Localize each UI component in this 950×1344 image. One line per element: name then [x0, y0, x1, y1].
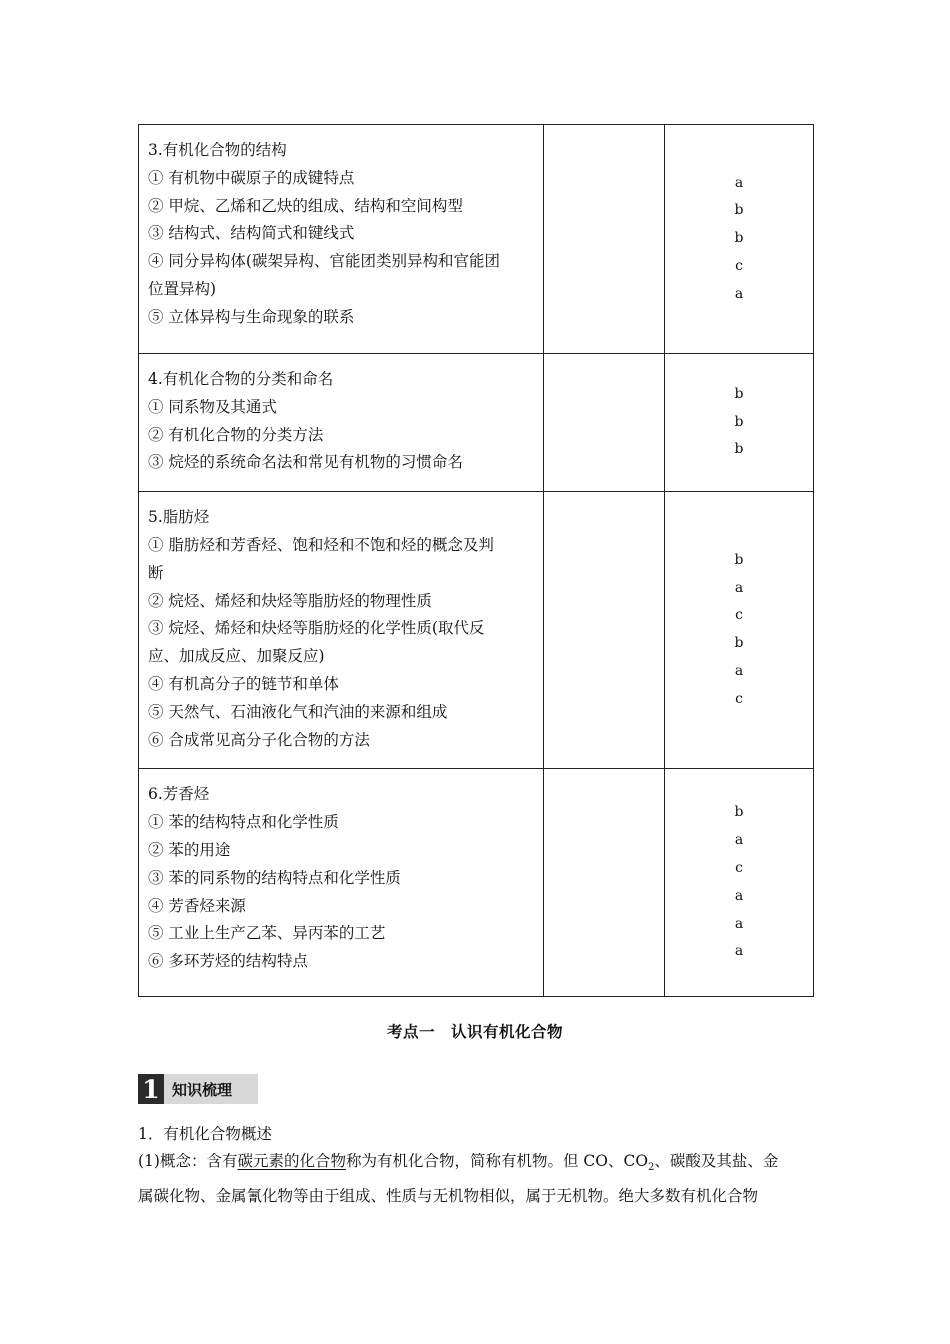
topic-line: ③ 苯的同系物的结构特点和化学性质: [148, 868, 401, 887]
table-row: [139, 354, 814, 492]
table-row: [139, 492, 814, 769]
topic-line: 5.脂肪烃: [148, 508, 210, 527]
level-letter: b: [734, 385, 744, 402]
paragraph-line-1: [138, 1147, 813, 1182]
knowledge-badge: [138, 1074, 258, 1104]
topic-line: ④ 同分异构体(碳架异构、官能团类别异构和官能团: [148, 252, 500, 271]
level-cell: [665, 769, 814, 997]
level-letter: b: [734, 202, 744, 219]
topic-line: ④ 芳香烃来源: [148, 896, 246, 915]
level-letter: b: [734, 551, 744, 568]
para-underlined: 碳元素的化合物: [237, 1152, 346, 1170]
topic-line: 位置异构): [148, 279, 217, 298]
level-letter: c: [735, 257, 743, 274]
topic-line: 4.有机化合物的分类和命名: [148, 370, 334, 388]
level-cell: [665, 125, 814, 354]
topic-line: 3.有机化合物的结构: [148, 141, 287, 159]
level-letter: c: [735, 860, 743, 877]
topic-line: ⑤ 工业上生产乙苯、异丙苯的工艺: [148, 924, 386, 943]
topic-line: 应、加成反应、加聚反应): [148, 647, 325, 666]
topic-cell: [139, 492, 544, 769]
level-letter: b: [734, 230, 744, 247]
topic-line: 6.芳香烃: [148, 785, 210, 804]
level-cell: [665, 354, 814, 492]
level-letter: b: [734, 635, 744, 652]
level-letter: a: [734, 887, 744, 904]
level-letter: c: [735, 690, 743, 707]
paragraph-concept: [138, 1147, 813, 1210]
para-subscript: 2: [648, 1162, 655, 1174]
table-row: [139, 769, 814, 997]
topic-line: ③ 烷烃、烯烃和炔烃等脂肪烃的化学性质(取代反: [148, 619, 485, 638]
table-row: [139, 125, 814, 354]
topic-line: ⑤ 立体异构与生命现象的联系: [148, 307, 355, 326]
para-rest1: 称为有机化合物，简称有机物。但 CO、CO: [345, 1152, 649, 1170]
blank-cell: [544, 354, 665, 492]
topic-line: ① 同系物及其通式: [148, 397, 277, 416]
heading-overview: 1．有机化合物概述: [138, 1125, 272, 1143]
blank-cell: [544, 769, 665, 997]
topic-line: ① 脂肪烃和芳香烃、饱和烃和不饱和烃的概念及判: [148, 535, 494, 554]
level-cell: [665, 492, 814, 769]
topic-line: ③ 烷烃的系统命名法和常见有机物的习惯命名: [148, 453, 463, 472]
topic-line: ⑤ 天然气、石油液化气和汽油的来源和组成: [148, 702, 448, 721]
topic-line: ① 有机物中碳原子的成键特点: [148, 168, 355, 187]
topic-line: ② 有机化合物的分类方法: [148, 425, 324, 444]
topic-cell: [139, 125, 544, 354]
topic-line: ② 甲烷、乙烯和乙炔的组成、结构和空间构型: [148, 196, 463, 215]
level-letter: a: [734, 579, 744, 596]
badge-number: 1: [138, 1074, 164, 1104]
level-letter: a: [734, 285, 744, 302]
topic-line: ⑥ 多环芳烃的结构特点: [148, 952, 308, 971]
level-letter: b: [734, 441, 744, 458]
section-title: 考点一 认识有机化合物: [386, 1023, 563, 1041]
level-letter: a: [734, 832, 744, 849]
blank-cell: [544, 125, 665, 354]
paragraph-line-2: 属碳化物、金属氰化物等由于组成、性质与无机物相似，属于无机物。绝大多数有机化合物: [138, 1187, 759, 1206]
topic-line: ④ 有机高分子的链节和单体: [148, 674, 339, 693]
level-letter: b: [734, 804, 744, 821]
para-prefix: (1)概念：含有: [138, 1152, 238, 1170]
topic-line: ① 苯的结构特点和化学性质: [148, 813, 339, 832]
topic-line: ③ 结构式、结构简式和键线式: [148, 224, 355, 243]
topic-cell: [139, 354, 544, 492]
topic-line: ② 苯的用途: [148, 840, 231, 859]
level-letter: a: [734, 663, 744, 680]
requirements-table: [138, 124, 814, 997]
topic-line: 断: [148, 563, 164, 582]
badge-label: 知识梳理: [164, 1074, 258, 1104]
level-letter: c: [735, 607, 743, 624]
para-rest2: 、碳酸及其盐、金: [654, 1152, 779, 1170]
blank-cell: [544, 492, 665, 769]
level-letter: a: [734, 915, 744, 932]
level-letter: a: [734, 943, 744, 960]
level-letter: a: [734, 174, 744, 191]
topic-cell: [139, 769, 544, 997]
topic-line: ⑥ 合成常见高分子化合物的方法: [148, 730, 370, 749]
level-letter: b: [734, 413, 744, 430]
topic-line: ② 烷烃、烯烃和炔烃等脂肪烃的物理性质: [148, 591, 432, 610]
